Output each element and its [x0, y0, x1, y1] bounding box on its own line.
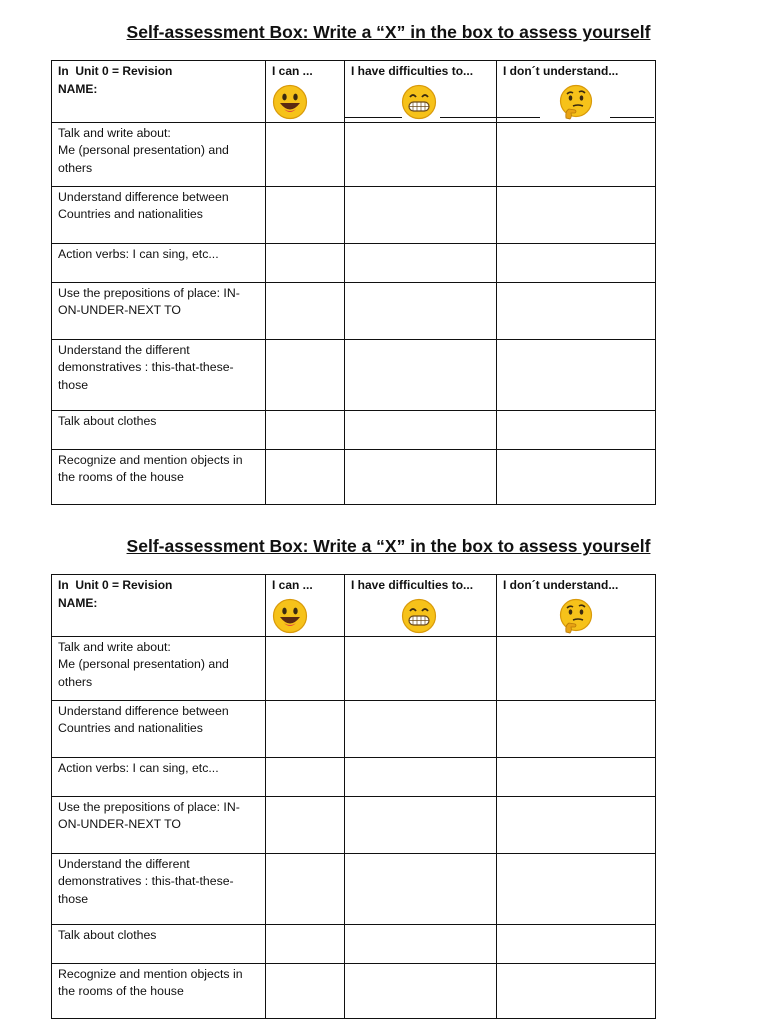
table-row	[52, 122, 656, 186]
skill-description-line: Talk about clothes	[58, 413, 157, 428]
skill-description-cell	[52, 853, 266, 924]
table-row	[52, 186, 656, 243]
skill-description-cell	[52, 796, 266, 853]
skill-description-line: Countries and nationalities	[58, 721, 203, 735]
grimacing-face-icon	[401, 84, 437, 120]
skill-description-cell	[52, 339, 266, 410]
checkbox-can-cell[interactable]	[266, 796, 345, 853]
thinking-face-icon	[558, 84, 594, 120]
skill-description-cell	[52, 636, 266, 700]
checkbox-can-cell[interactable]	[266, 186, 345, 243]
skill-description-cell	[52, 924, 266, 963]
col-header-can-label: I can ...	[272, 578, 313, 592]
checkbox-dont-understand-cell[interactable]	[497, 796, 656, 853]
unit-label: In Unit 0 = Revision	[58, 578, 173, 592]
skill-description-line: Me (personal presentation) and	[58, 143, 229, 157]
checkbox-can-cell[interactable]	[266, 757, 345, 796]
table-row	[52, 853, 656, 924]
skill-description-line: Action verbs: I can sing, etc...	[58, 760, 219, 775]
skill-description-cell	[52, 243, 266, 282]
skill-description-line: demonstratives : this-that-these-	[58, 874, 234, 888]
checkbox-can-cell[interactable]	[266, 449, 345, 504]
checkbox-can-cell[interactable]	[266, 924, 345, 963]
skill-description-line: ON-UNDER-NEXT TO	[58, 303, 181, 317]
skill-description-line: others	[58, 160, 93, 175]
skill-description-line: those	[58, 377, 89, 392]
skill-description-line: ON-UNDER-NEXT TO	[58, 817, 181, 831]
skill-description-cell	[52, 282, 266, 339]
worksheet-1	[0, 19, 768, 484]
checkbox-dont-understand-cell[interactable]	[497, 410, 656, 449]
checkbox-difficulties-cell[interactable]	[345, 122, 497, 186]
table-row	[52, 963, 656, 1018]
skill-description-cell	[52, 186, 266, 243]
unit-name-cell[interactable]	[52, 575, 266, 637]
col-header-difficulties-label: I have difficulties to...	[351, 64, 474, 78]
skill-description-cell	[52, 700, 266, 757]
skill-description-line: those	[58, 891, 89, 906]
skill-description-line: Understand the different	[58, 342, 190, 357]
skill-description-line: Talk about clothes	[58, 927, 157, 942]
table-row	[52, 757, 656, 796]
table-row	[52, 796, 656, 853]
col-header-difficulties	[345, 575, 497, 637]
col-header-dont-understand	[497, 61, 656, 123]
checkbox-difficulties-cell[interactable]	[345, 186, 497, 243]
table-row	[52, 243, 656, 282]
header-underline-mark	[440, 117, 540, 118]
skill-description-line: Recognize and mention objects in	[58, 452, 243, 467]
header-row	[52, 575, 656, 637]
grimacing-face-icon	[401, 598, 437, 634]
skill-description-cell	[52, 449, 266, 504]
self-assessment-table	[51, 574, 656, 1019]
checkbox-dont-understand-cell[interactable]	[497, 700, 656, 757]
skill-description-cell	[52, 757, 266, 796]
checkbox-difficulties-cell[interactable]	[345, 449, 497, 504]
checkbox-can-cell[interactable]	[266, 282, 345, 339]
checkbox-difficulties-cell[interactable]	[345, 636, 497, 700]
checkbox-can-cell[interactable]	[266, 700, 345, 757]
skill-description-cell	[52, 963, 266, 1018]
table-row	[52, 924, 656, 963]
checkbox-difficulties-cell[interactable]	[345, 757, 497, 796]
skill-description-cell	[52, 410, 266, 449]
table-row	[52, 636, 656, 700]
checkbox-dont-understand-cell[interactable]	[497, 853, 656, 924]
worksheet-title: Self-assessment Box: Write a “X” in the box to assess yourself	[126, 536, 651, 556]
unit-name-cell[interactable]	[52, 61, 266, 123]
worksheet-2	[0, 533, 768, 998]
skill-description-line: Use the prepositions of place: IN-	[58, 799, 240, 814]
skill-description-line: the rooms of the house	[58, 470, 184, 484]
checkbox-difficulties-cell[interactable]	[345, 963, 497, 1018]
skill-description-line: the rooms of the house	[58, 984, 184, 998]
checkbox-difficulties-cell[interactable]	[345, 410, 497, 449]
checkbox-dont-understand-cell[interactable]	[497, 339, 656, 410]
checkbox-difficulties-cell[interactable]	[345, 700, 497, 757]
header-row	[52, 61, 656, 123]
checkbox-dont-understand-cell[interactable]	[497, 449, 656, 504]
checkbox-dont-understand-cell[interactable]	[497, 282, 656, 339]
checkbox-can-cell[interactable]	[266, 122, 345, 186]
checkbox-difficulties-cell[interactable]	[345, 853, 497, 924]
col-header-can	[266, 61, 345, 123]
skill-description-line: demonstratives : this-that-these-	[58, 360, 234, 374]
checkbox-dont-understand-cell[interactable]	[497, 924, 656, 963]
checkbox-dont-understand-cell[interactable]	[497, 757, 656, 796]
skill-description-cell	[52, 122, 266, 186]
header-underline-mark	[345, 117, 402, 118]
skill-description-line: Understand difference between	[58, 189, 229, 204]
table-row	[52, 449, 656, 504]
worksheet-title: Self-assessment Box: Write a “X” in the box to assess yourself	[126, 22, 651, 42]
skill-description-line: Countries and nationalities	[58, 207, 203, 221]
checkbox-difficulties-cell[interactable]	[345, 924, 497, 963]
smiling-face-icon	[272, 598, 308, 634]
skill-description-line: Recognize and mention objects in	[58, 966, 243, 981]
name-label: NAME:	[58, 81, 98, 96]
table-row	[52, 700, 656, 757]
smiling-face-icon	[272, 84, 308, 120]
skill-description-line: Understand the different	[58, 856, 190, 871]
checkbox-can-cell[interactable]	[266, 339, 345, 410]
col-header-dont-understand	[497, 575, 656, 637]
table-row	[52, 339, 656, 410]
checkbox-difficulties-cell[interactable]	[345, 796, 497, 853]
checkbox-difficulties-cell[interactable]	[345, 282, 497, 339]
col-header-difficulties-label: I have difficulties to...	[351, 578, 474, 592]
skill-description-line: Use the prepositions of place: IN-	[58, 285, 240, 300]
col-header-can	[266, 575, 345, 637]
checkbox-dont-understand-cell[interactable]	[497, 243, 656, 282]
checkbox-can-cell[interactable]	[266, 636, 345, 700]
header-underline-mark	[610, 117, 654, 118]
col-header-dont-understand-label: I don´t understand...	[503, 64, 619, 78]
checkbox-can-cell[interactable]	[266, 963, 345, 1018]
skill-description-line: Talk and write about:	[58, 639, 171, 654]
self-assessment-table	[51, 60, 656, 505]
unit-label: In Unit 0 = Revision	[58, 64, 173, 78]
col-header-difficulties	[345, 61, 497, 123]
checkbox-dont-understand-cell[interactable]	[497, 186, 656, 243]
skill-description-line: Talk and write about:	[58, 125, 171, 140]
checkbox-can-cell[interactable]	[266, 410, 345, 449]
skill-description-line: Me (personal presentation) and	[58, 657, 229, 671]
checkbox-can-cell[interactable]	[266, 243, 345, 282]
checkbox-difficulties-cell[interactable]	[345, 339, 497, 410]
col-header-can-label: I can ...	[272, 64, 313, 78]
name-label: NAME:	[58, 595, 98, 610]
table-row	[52, 410, 656, 449]
checkbox-dont-understand-cell[interactable]	[497, 963, 656, 1018]
checkbox-difficulties-cell[interactable]	[345, 243, 497, 282]
checkbox-dont-understand-cell[interactable]	[497, 122, 656, 186]
checkbox-can-cell[interactable]	[266, 853, 345, 924]
skill-description-line: Action verbs: I can sing, etc...	[58, 246, 219, 261]
thinking-face-icon	[558, 598, 594, 634]
checkbox-dont-understand-cell[interactable]	[497, 636, 656, 700]
skill-description-line: others	[58, 674, 93, 689]
col-header-dont-understand-label: I don´t understand...	[503, 578, 619, 592]
skill-description-line: Understand difference between	[58, 703, 229, 718]
table-row	[52, 282, 656, 339]
